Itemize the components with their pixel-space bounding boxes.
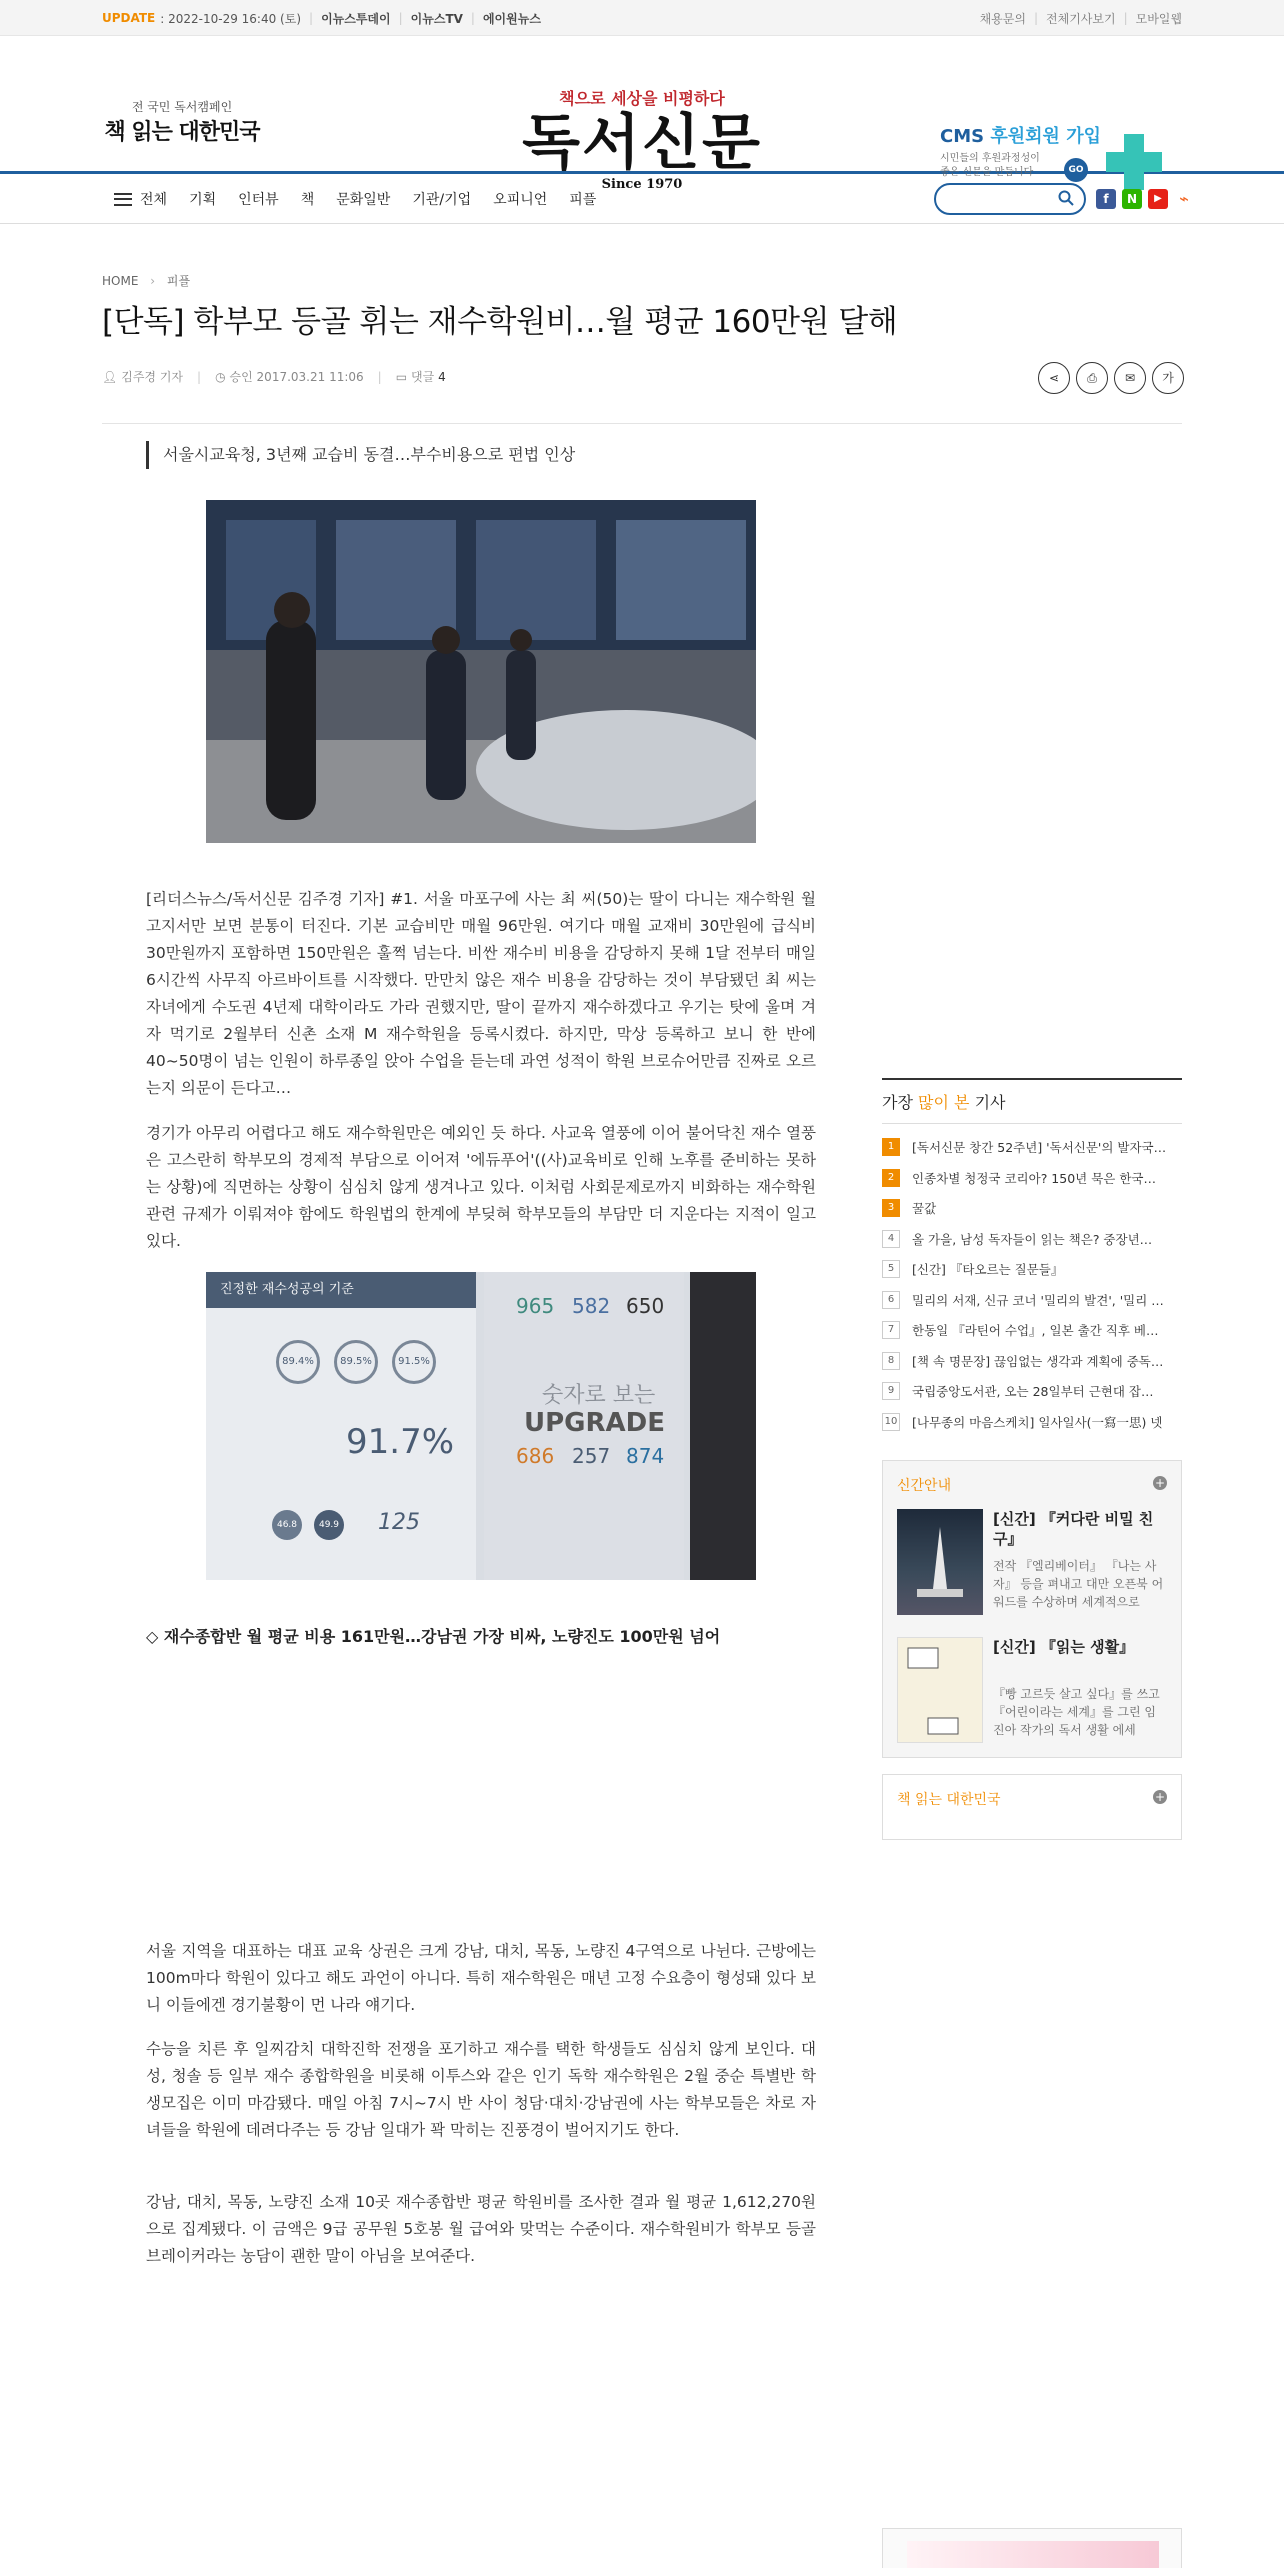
logo-name: 독서신문 xyxy=(522,108,762,178)
most-viewed-title-text: [책 속 명문장] 끊임없는 생각과 계획에 중독… xyxy=(912,1353,1164,1369)
site-header xyxy=(0,36,1284,192)
nav-item-culture[interactable]: 문화일반 xyxy=(336,192,391,208)
article-paragraph-2: 경기가 아무리 어렵다고 해도 재수학원만은 예외인 듯 하다. 사교육 열풍에 이어 불어닥친 재수 열풍은 고스란히 학부모의 경제적 부담으로 이어져 '에듀푸어'((사)교육비로 인해 노후를 준비하는 못하는 상황)에 직면하는 상황이 심심치 않게 생겨나고 있다. 이처럼 사회문제로까지 비화하는 재수학원 관련 규제가 이뤄져야 함에도 학원법의 한계에 부딪혀 학부모들의 부담만 더 지운다는 지적이 일고 있다. xyxy=(146,1124,816,1250)
article-photo-poster xyxy=(206,1272,756,1580)
poster-num-6: 874 xyxy=(626,1444,665,1468)
most-viewed-title-text: 인종차별 청정국 코리아? 150년 묵은 한국… xyxy=(912,1170,1156,1186)
rank-badge: 10 xyxy=(882,1413,900,1431)
most-viewed-item[interactable] xyxy=(882,1376,1182,1407)
reading-korea-title[interactable]: 책 읽는 대한민국 xyxy=(897,1792,1001,1808)
nav-item-opinion[interactable]: 오피니언 xyxy=(493,192,548,208)
campaign-slogan[interactable] xyxy=(102,98,262,146)
logo-tagline: 책으로 세상을 비평하다 xyxy=(559,89,725,108)
naver-icon[interactable]: N xyxy=(1122,189,1142,209)
most-viewed-title-text: 밀리의 서재, 신규 코너 '밀리의 발견', '밀리 … xyxy=(912,1292,1164,1308)
top-utility-bar: UPDATE : 2022-10-29 16:40 (토) | 이뉴스투데이 | 이뉴스TV | 에이원뉴스 채용문의 | 전체기사보기 | 모바일웹 xyxy=(0,0,1284,36)
most-viewed-suffix: 기사 xyxy=(974,1093,1006,1112)
link-mobile-web[interactable]: 모바일웹 xyxy=(1135,11,1182,26)
most-viewed-title-text: 국립중앙도서관, 오는 28일부터 근현대 잡… xyxy=(912,1384,1154,1400)
nav-all[interactable]: 전체 xyxy=(140,192,168,208)
most-viewed-item[interactable] xyxy=(882,1285,1182,1316)
poster-upgrade-text: UPGRADE xyxy=(524,1408,665,1438)
print-icon[interactable]: ⎙ xyxy=(1076,362,1108,394)
most-viewed-list xyxy=(882,1132,1182,1437)
most-viewed-item[interactable] xyxy=(882,1193,1182,1224)
cms-prefix: CMS xyxy=(940,126,985,147)
slogan-title: 책 읽는 대한민국 xyxy=(104,119,260,145)
reading-korea-box xyxy=(882,1774,1182,1840)
nav-item-institution[interactable]: 기관/기업 xyxy=(412,192,472,208)
cms-go-button[interactable]: GO xyxy=(1064,158,1088,182)
book-title: [신간] 『읽는 생활』 xyxy=(993,1638,1135,1656)
link-a1news[interactable]: 에이원뉴스 xyxy=(482,11,541,26)
breadcrumb xyxy=(102,272,190,289)
tower-illustration xyxy=(897,1509,983,1615)
book-illustration xyxy=(898,1638,984,1744)
poster-left-panel xyxy=(206,1272,476,1580)
book-desc: 『빵 고르듯 살고 싶다』를 쓰고 『어린이라는 세계』를 그린 임진아 작가의 독서 생활 에세 xyxy=(993,1687,1160,1737)
book-title: [신간] 『커다란 비밀 친구』 xyxy=(993,1510,1154,1548)
most-viewed-title xyxy=(882,1080,1182,1124)
cms-title: 후원회원 가입 xyxy=(990,126,1101,147)
poster-right-panel xyxy=(484,1272,684,1580)
nav-item-planning[interactable]: 기획 xyxy=(189,192,217,208)
article-meta: 👤︎ 김주경 기자 | ◷ 승인 2017.03.21 11:06 | ▭ 댓글 4 xyxy=(102,369,446,384)
share-icon[interactable]: ⋖ xyxy=(1038,362,1070,394)
chevron-right-icon: › xyxy=(150,274,156,288)
poster-middle-text: 숫자로 보는 xyxy=(542,1383,656,1408)
sidebar-ad-banner[interactable] xyxy=(882,2528,1182,2568)
link-careers[interactable]: 채용문의 xyxy=(979,11,1026,26)
article-section-heading: ◇ 재수종합반 월 평균 비용 161만원…강남권 가장 비싸, 노량진도 100만원 넘어 xyxy=(146,1627,721,1646)
cms-desc-1: 시민들의 후원과정성이 xyxy=(940,153,1040,164)
poster-num-5: 257 xyxy=(572,1444,611,1468)
new-books-title: 신간안내 xyxy=(897,1478,952,1494)
article-tools xyxy=(1038,362,1184,394)
main-navigation xyxy=(0,174,1284,224)
facebook-icon[interactable]: f xyxy=(1096,189,1116,209)
search-input[interactable] xyxy=(948,191,1048,205)
breadcrumb-section[interactable]: 피플 xyxy=(166,274,191,288)
more-plus-icon[interactable]: + xyxy=(1154,1790,1166,1804)
article-subheading: 서울시교육청, 3년째 교습비 동결…부수비용으로 편법 인상 xyxy=(146,441,575,469)
most-viewed-item[interactable] xyxy=(882,1224,1182,1255)
article-photo-street xyxy=(206,500,756,843)
most-viewed-item[interactable] xyxy=(882,1163,1182,1194)
breadcrumb-home[interactable]: HOME xyxy=(102,274,139,288)
search-box xyxy=(934,183,1086,215)
user-icon: 👤︎ xyxy=(102,369,118,384)
rank-badge: 4 xyxy=(882,1230,900,1248)
article-paragraph-1: [리더스뉴스/독서신문 김주경 기자] #1. 서울 마포구에 사는 최 씨(50)는 딸이 다니는 재수학원 월 고지서만 보면 분통이 터진다. 기본 교습비만 매월 96만원. 여기다 매월 교재비 30만원에 급식비 30만원까지 포함하면 150만원은 훌쩍 넘는다. 비싼 재수비 비용을 감당하지 못해 1달 전부터 매일 6시간씩 사무직 아르바이트를 시작했다. 만만치 않은 재수 비용을 감당하는 것이 부담됐던 최 씨는 자녀에게 수도권 4년제 대학이라도 가라 권했지만, 딸이 끝까지 재수하겠다고 우기는 탓에 울며 겨자 먹기로 2월부터 신촌 소재 M 재수학원을 등록시켰다. 하지만, 막상 등록하고 보니 한 반에 40~50명이 넘는 인원이 하루종일 앉아 수업을 듣는데 과연 성적이 학원 브로슈어만큼 진짜로 오르는지 의문이 든다고… xyxy=(146,890,816,1097)
most-viewed-title-text: [독서신문 창간 52주년] '독서신문'의 발자국… xyxy=(912,1140,1167,1156)
update-label: UPDATE xyxy=(102,11,156,25)
article-approved-time: 승인 2017.03.21 11:06 xyxy=(229,370,364,384)
most-viewed-title-text: 한동일 『라틴어 수업』, 일본 출간 직후 베… xyxy=(912,1323,1159,1339)
rank-badge: 7 xyxy=(882,1321,900,1339)
youtube-icon[interactable]: ▶ xyxy=(1148,189,1168,209)
nav-item-books[interactable]: 책 xyxy=(300,192,315,208)
most-viewed-item[interactable] xyxy=(882,1132,1182,1163)
most-viewed-title-text: 꿀값 xyxy=(912,1201,937,1217)
street-scene-image xyxy=(206,500,756,843)
book-cover-image xyxy=(897,1509,983,1615)
poster-drop-2: 49.9 xyxy=(314,1510,344,1540)
comments-link[interactable] xyxy=(411,368,446,385)
update-time: : 2022-10-29 16:40 (토) xyxy=(160,11,302,26)
comments-count: 4 xyxy=(438,370,446,384)
most-viewed-box xyxy=(882,1078,1182,1437)
poster-pct-1: 89.4% xyxy=(276,1340,320,1384)
most-viewed-item[interactable] xyxy=(882,1254,1182,1285)
slogan-subtitle: 전 국민 독서캠페인 xyxy=(131,100,233,114)
article-paragraph-4: 수능을 치른 후 일찌감치 대학진학 전쟁을 포기하고 재수를 택한 학생들도 심심치 않게 보인다. 대성, 청솔 등 일부 재수 종합학원을 비롯해 이투스와 같은 인기 독학 재수학원은 2월 중순 특별반 학생모집은 이미 마감됐다. 매일 아침 7시~7시 반 사이 청담·대치·강남권에 사는 학부모들은 차로 자녀들을 학원에 데려다주는 등 강남 일대가 꽉 막히는 진풍경이 벌어지기도 한다. xyxy=(146,2040,816,2139)
social-links xyxy=(1096,189,1194,209)
poster-small-num: 125 xyxy=(378,1510,420,1535)
book-cover-image xyxy=(897,1637,983,1743)
hamburger-menu-icon[interactable] xyxy=(114,193,132,206)
article-author[interactable]: 김주경 기자 xyxy=(121,370,184,384)
book-item[interactable] xyxy=(897,1509,1167,1615)
poster-num-2: 582 xyxy=(572,1294,611,1318)
most-viewed-prefix: 가장 xyxy=(882,1093,913,1112)
email-icon[interactable]: ✉ xyxy=(1114,362,1146,394)
comments-label: 댓글 xyxy=(411,370,435,384)
rank-badge: 6 xyxy=(882,1291,900,1309)
book-desc: 전작 『엘리베이터』 『나는 사자』 등을 펴내고 대만 오픈북 어워드를 수상하며 세계적으로 xyxy=(993,1559,1164,1609)
most-viewed-title-text: [신간] 『타오르는 질문들』 xyxy=(912,1262,1064,1278)
poster-num-1: 965 xyxy=(516,1294,555,1318)
search-icon[interactable] xyxy=(1058,190,1074,206)
article-headline: [단독] 학부모 등골 휘는 재수학원비…월 평균 160만원 달해 xyxy=(102,304,898,340)
rank-badge: 8 xyxy=(882,1352,900,1370)
most-viewed-item[interactable] xyxy=(882,1315,1182,1346)
poster-pct-3: 91.5% xyxy=(392,1340,436,1384)
poster-num-4: 686 xyxy=(516,1444,555,1468)
poster-drop-1: 46.8 xyxy=(272,1510,302,1540)
link-all-articles[interactable]: 전체기사보기 xyxy=(1046,11,1116,26)
book-item[interactable] xyxy=(897,1637,1167,1743)
ad-image xyxy=(907,2541,1159,2568)
most-viewed-title-text: [나무종의 마음스케치] 일사일사(一寫一思) 넷 xyxy=(912,1414,1163,1430)
rank-badge: 1 xyxy=(882,1138,900,1156)
most-viewed-accent: 많이 본 xyxy=(918,1093,970,1112)
rank-badge: 3 xyxy=(882,1199,900,1217)
article-paragraph-3: 서울 지역을 대표하는 대표 교육 상권은 크게 강남, 대치, 목동, 노량진 4구역으로 나뉜다. 근방에는 100m마다 학원이 있다고 해도 과언이 아니다. 특히 재수학원은 매년 고정 수요층이 형성돼 있다 보니 이들에겐 경기불황이 먼 나라 얘기다. xyxy=(146,1942,816,2014)
poster-dark-edge xyxy=(690,1272,756,1580)
divider xyxy=(102,423,1182,424)
rank-badge: 9 xyxy=(882,1382,900,1400)
most-viewed-item[interactable] xyxy=(882,1407,1182,1438)
rank-badge: 2 xyxy=(882,1169,900,1187)
poster-title: 진정한 재수성공의 기준 xyxy=(206,1272,476,1308)
clock-icon: ◷ xyxy=(215,369,226,384)
more-plus-icon[interactable]: + xyxy=(1154,1476,1166,1490)
poster-big-pct: 91.7% xyxy=(346,1422,455,1462)
new-books-box xyxy=(882,1460,1182,1758)
rank-badge: 5 xyxy=(882,1260,900,1278)
font-size-icon[interactable]: 가 xyxy=(1152,362,1184,394)
nav-item-interview[interactable]: 인터뷰 xyxy=(238,192,279,208)
nav-item-people[interactable]: 피플 xyxy=(569,192,597,208)
cms-desc-2: 좋은 신문을 만듭니다 xyxy=(940,167,1034,178)
poster-num-3: 650 xyxy=(626,1294,665,1318)
link-enewstv[interactable]: 이뉴스TV xyxy=(410,11,463,26)
comment-icon: ▭ xyxy=(395,369,408,384)
logo-since: Since 1970 xyxy=(601,177,683,192)
most-viewed-item[interactable] xyxy=(882,1346,1182,1377)
article-paragraph-5: 강남, 대치, 목동, 노량진 소재 10곳 재수종합반 평균 학원비를 조사한 결과 월 평균 1,612,270원으로 집계됐다. 이 금액은 9급 공무원 5호봉 월 급여와 맞먹는 수준이다. 재수학원비가 학부모 등골 브레이커라는 농담이 괜한 말이 아님을 보여준다. xyxy=(146,2193,816,2265)
most-viewed-title-text: 올 가을, 남성 독자들이 읽는 책은? 중장년… xyxy=(912,1231,1153,1247)
poster-pct-2: 89.5% xyxy=(334,1340,378,1384)
link-enewstoday[interactable]: 이뉴스투데이 xyxy=(321,11,391,26)
rss-icon[interactable]: ⌁ xyxy=(1174,189,1194,209)
